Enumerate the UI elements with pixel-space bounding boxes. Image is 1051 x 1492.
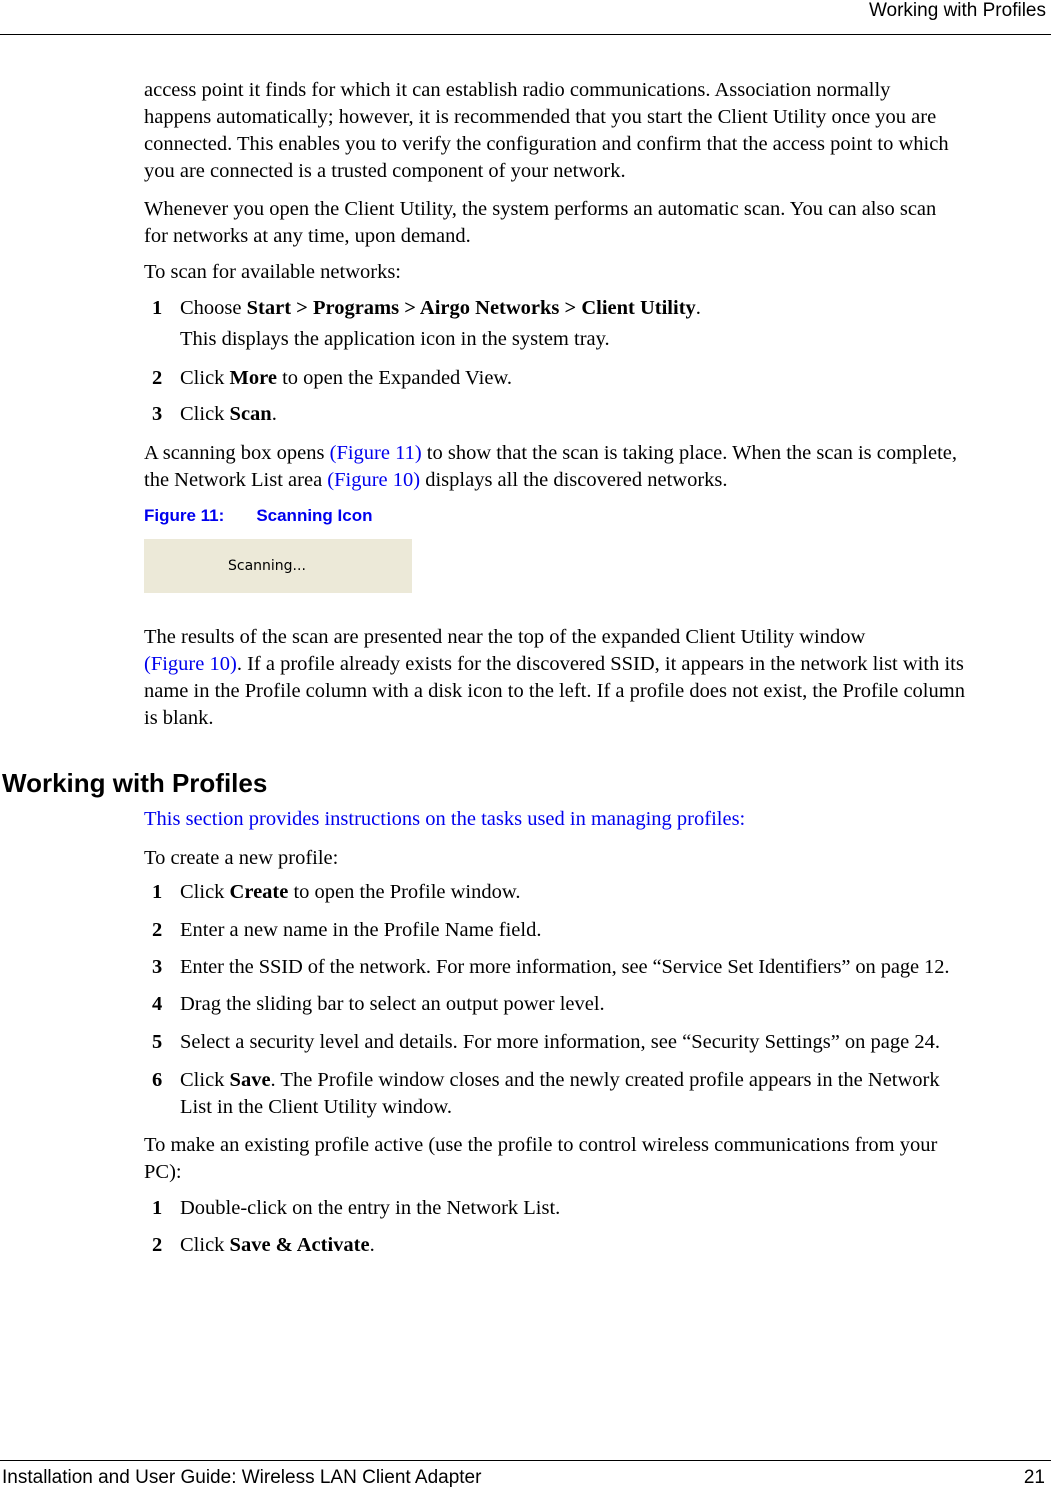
step-text-bold: More xyxy=(229,367,277,389)
figure-11-link[interactable]: (Figure 11) xyxy=(329,442,422,464)
step-text xyxy=(180,1067,1048,1094)
step-text-plain: Click xyxy=(180,367,230,389)
step-text-plain: Click xyxy=(180,1069,230,1091)
figure-10-link[interactable]: (Figure 10) xyxy=(327,469,421,491)
step-text xyxy=(180,879,1048,906)
step-text xyxy=(180,401,1048,428)
step-number: 3 xyxy=(152,403,163,425)
section-heading: Working with Profiles xyxy=(2,768,268,798)
results-paragraph xyxy=(144,624,1048,732)
step-text: Select a security level and details. For more information, see “Security Settings” on page 24. xyxy=(180,1031,940,1053)
figure-title: Scanning Icon xyxy=(256,506,373,525)
text-line xyxy=(144,651,1048,678)
step-text-plain: . The Profile window closes and the newly created profile appears in the Network xyxy=(270,1069,940,1091)
text-line xyxy=(144,467,1048,494)
section-intro-link[interactable]: This section provides instructions on the tasks used in managing profiles: xyxy=(144,808,746,830)
text-plain: . If a profile already exists for the discovered SSID, it appears in the network list with its xyxy=(236,653,964,675)
text-plain: to show that the scan is taking place. When the scan is complete, xyxy=(421,442,957,464)
step-number: 1 xyxy=(152,881,163,903)
scan-lead-text: To scan for available networks: xyxy=(144,261,402,283)
activate-steps-list xyxy=(0,1195,1051,1265)
step-text: Double-click on the entry in the Network List. xyxy=(180,1197,561,1219)
text-line: To make an existing profile active (use the profile to control wireless communications from your xyxy=(144,1134,938,1156)
text-line xyxy=(144,440,1048,467)
step-text-bold: Create xyxy=(229,881,289,903)
running-header: Working with Profiles xyxy=(868,0,1046,21)
text-line: Whenever you open the Client Utility, the system performs an automatic scan. You can also scan xyxy=(144,198,937,220)
text-line: connected. This enables you to verify the configuration and confirm that the access point to which xyxy=(144,133,949,155)
step-number: 1 xyxy=(152,1197,163,1219)
step-subtext: This displays the application icon in the system tray. xyxy=(180,328,610,350)
scan-result-paragraph xyxy=(144,440,1048,494)
step-text-continued: List in the Client Utility window. xyxy=(180,1096,452,1118)
text-plain: the Network List area xyxy=(144,469,328,491)
page-number: 21 xyxy=(1023,1467,1045,1488)
step-text-bold: Save xyxy=(229,1069,271,1091)
step-text: Enter a new name in the Profile Name field. xyxy=(180,919,542,941)
step-number: 2 xyxy=(152,367,163,389)
step-text-plain: Click xyxy=(180,881,230,903)
figure-10-link[interactable]: (Figure 10) xyxy=(144,653,237,675)
step-text xyxy=(180,365,1048,392)
text-line: name in the Profile column with a disk icon to the left. If a profile does not exist, the Profile column xyxy=(144,680,965,702)
intro-paragraph-2 xyxy=(144,196,1048,250)
step-text: Drag the sliding bar to select an output power level. xyxy=(180,993,605,1015)
step-text-plain: to open the Expanded View. xyxy=(276,367,513,389)
step-number: 6 xyxy=(152,1069,163,1091)
text-line: PC): xyxy=(144,1161,182,1183)
footer-guide-title: Installation and User Guide: Wireless LAN Client Adapter xyxy=(2,1467,482,1488)
step-text-plain: Click xyxy=(180,1234,230,1256)
header-rule xyxy=(0,34,1051,35)
step-number: 2 xyxy=(152,919,163,941)
text-line: happens automatically; however, it is recommended that you start the Client Utility once you are xyxy=(144,106,937,128)
step-text-plain: . xyxy=(369,1234,375,1256)
step-text xyxy=(180,295,1048,322)
text-plain: displays all the discovered networks. xyxy=(420,469,728,491)
figure-caption xyxy=(144,506,373,526)
text-plain: A scanning box opens xyxy=(144,442,330,464)
step-text: Enter the SSID of the network. For more information, see “Service Set Identifiers” on page 12. xyxy=(180,956,950,978)
step-text-bold: Save & Activate xyxy=(229,1234,370,1256)
step-number: 4 xyxy=(152,993,163,1015)
step-text-plain: to open the Profile window. xyxy=(288,881,521,903)
step-text-plain: Choose xyxy=(180,297,247,319)
create-lead-text: To create a new profile: xyxy=(144,847,339,869)
text-line: for networks at any time, upon demand. xyxy=(144,225,471,247)
text-line: is blank. xyxy=(144,707,214,729)
scan-steps-list xyxy=(0,295,1051,435)
step-text-bold: Start > Programs > Airgo Networks > Client Utility xyxy=(246,297,696,319)
scanning-box-figure xyxy=(144,539,412,593)
intro-paragraph-1 xyxy=(144,77,1048,185)
step-text xyxy=(180,1232,1048,1259)
create-steps-list xyxy=(0,879,1051,1124)
scanning-text: Scanning... xyxy=(228,558,306,574)
step-number: 3 xyxy=(152,956,163,978)
step-text-plain: . xyxy=(271,403,277,425)
text-line: you are connected is a trusted component of your network. xyxy=(144,160,626,182)
step-text-bold: Scan xyxy=(229,403,272,425)
text-line: The results of the scan are presented near the top of the expanded Client Utility window xyxy=(144,626,866,648)
step-text-plain: . xyxy=(695,297,701,319)
footer-rule xyxy=(0,1460,1051,1461)
step-number: 2 xyxy=(152,1234,163,1256)
step-number: 5 xyxy=(152,1031,163,1053)
step-number: 1 xyxy=(152,297,163,319)
text-line: access point it finds for which it can establish radio communications. Association normally xyxy=(144,79,891,101)
figure-label: Figure 11: xyxy=(144,506,225,525)
activate-lead-paragraph xyxy=(144,1132,1048,1186)
step-text-plain: Click xyxy=(180,403,230,425)
